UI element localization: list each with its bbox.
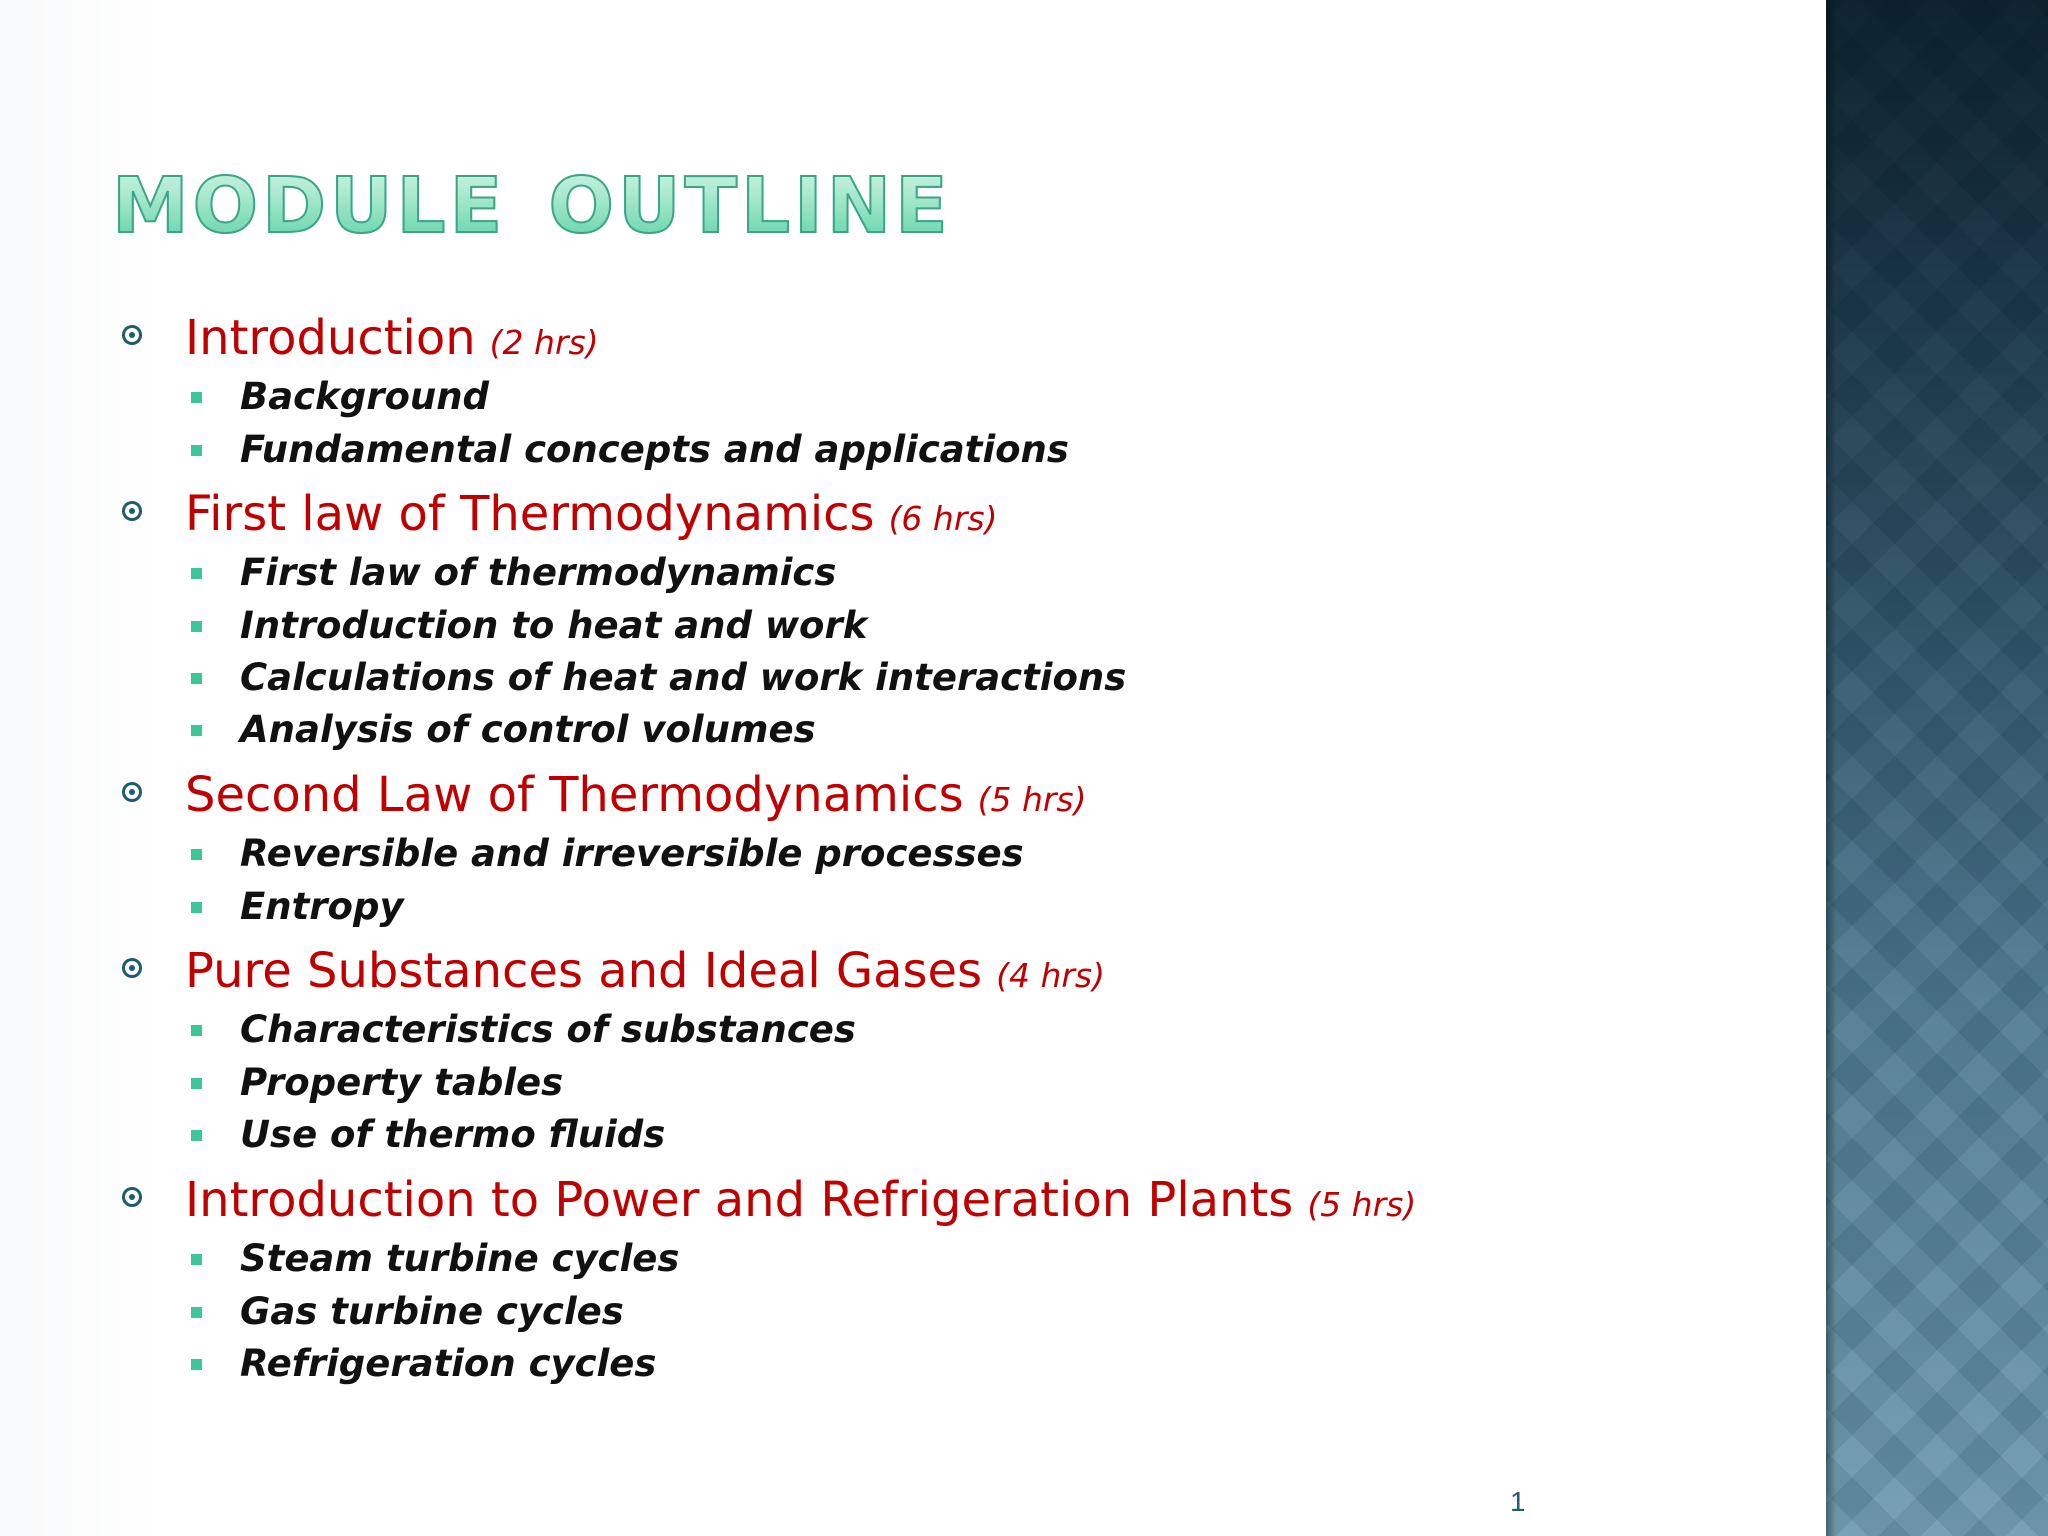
side-panel-shadow <box>1826 0 1836 1536</box>
square-bullet-icon <box>191 849 202 860</box>
subtopic-label: Fundamental concepts and applications <box>240 428 1069 471</box>
square-bullet-icon <box>191 568 202 579</box>
topic-hours: (5 hrs) <box>1307 1185 1417 1224</box>
circle-bullet-icon <box>122 501 142 521</box>
topic-hours: (2 hrs) <box>489 323 599 362</box>
circle-bullet-icon <box>122 1187 142 1207</box>
decorative-side-panel <box>1826 0 2048 1536</box>
topic-hours: (4 hrs) <box>996 956 1106 995</box>
topic-name: Introduction to Power and Refrigeration Plants <box>185 1172 1294 1228</box>
subtopic-label: Entropy <box>240 885 404 928</box>
subtopic-label: Property tables <box>240 1061 564 1104</box>
square-bullet-icon <box>191 725 202 736</box>
subtopic-label: Gas turbine cycles <box>240 1290 624 1333</box>
circle-bullet-icon <box>122 325 142 345</box>
topic-name: Pure Substances and Ideal Gases <box>185 943 983 999</box>
circle-bullet-icon <box>122 958 142 978</box>
square-bullet-icon <box>191 1078 202 1089</box>
topic-title <box>185 941 1105 1006</box>
subtopic-label: Steam turbine cycles <box>240 1237 680 1280</box>
topic-hours: (6 hrs) <box>888 499 998 538</box>
topic-hours: (5 hrs) <box>977 780 1087 819</box>
subtopic-label: Characteristics of substances <box>240 1008 856 1051</box>
topic-title <box>185 1170 1416 1235</box>
subtopic-label: Introduction to heat and work <box>240 604 868 647</box>
circle-bullet-icon <box>122 782 142 802</box>
topic-title <box>185 765 1087 830</box>
square-bullet-icon <box>191 1359 202 1370</box>
topic-name: Introduction <box>185 310 476 366</box>
square-bullet-icon <box>191 902 202 913</box>
slide-number: 1 <box>1510 1486 1526 1517</box>
subtopic-label: Use of thermo fluids <box>240 1113 666 1156</box>
square-bullet-icon <box>191 621 202 632</box>
subtopic-label: Refrigeration cycles <box>240 1342 657 1385</box>
square-bullet-icon <box>191 673 202 684</box>
slide-title: module outline <box>112 130 952 258</box>
square-bullet-icon <box>191 1025 202 1036</box>
topic-name: First law of Thermodynamics <box>185 486 875 542</box>
square-bullet-icon <box>191 392 202 403</box>
subtopic-label: First law of thermodynamics <box>240 551 837 594</box>
topic-title <box>185 484 997 549</box>
square-bullet-icon <box>191 445 202 456</box>
square-bullet-icon <box>191 1307 202 1318</box>
subtopic-label: Calculations of heat and work interactions <box>240 656 1127 699</box>
square-bullet-icon <box>191 1130 202 1141</box>
square-bullet-icon <box>191 1254 202 1265</box>
topic-title <box>185 308 599 373</box>
topic-name: Second Law of Thermodynamics <box>185 767 964 823</box>
subtopic-label: Background <box>240 375 490 418</box>
subtopic-label: Reversible and irreversible processes <box>240 832 1024 875</box>
subtopic-label: Analysis of control volumes <box>240 708 816 751</box>
